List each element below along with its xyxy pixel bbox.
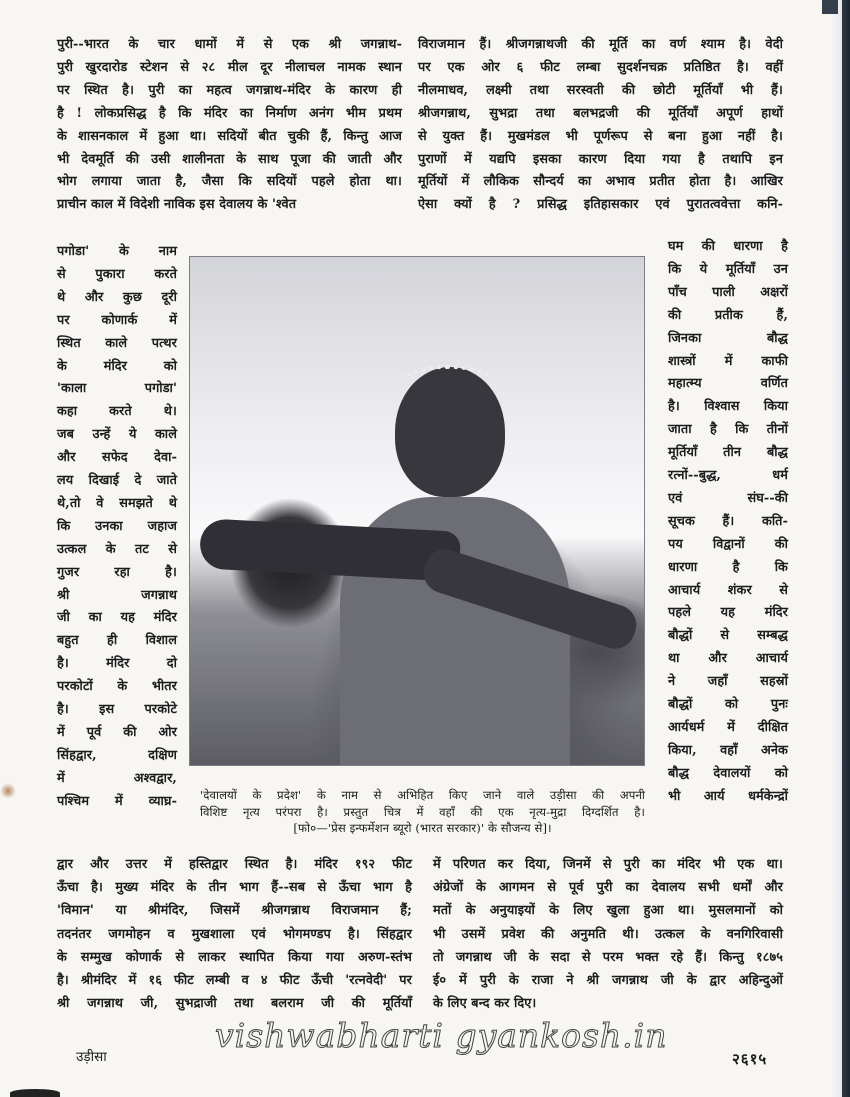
text-line: पर एक ओर ६ फीट लम्बा सुदर्शनचक्र प्रतिष्ठित है। वहीं xyxy=(418,59,783,75)
text-line: बौद्धों से सम्बद्ध xyxy=(668,628,788,644)
text-line: स्थित काले पत्थर xyxy=(57,335,177,351)
text-line: है। इस परकोटे xyxy=(57,702,177,717)
text-line: 'काला पगोडा' xyxy=(57,381,177,397)
page-edge-tab xyxy=(822,0,838,14)
text-line: विराजमान हैं। श्रीजगन्नाथजी की मूर्ति का वर्ण श्याम है। वेदी xyxy=(418,37,783,52)
page-number: २६१५ xyxy=(732,1050,768,1068)
text-line: रत्नों--बुद्ध, धर्म xyxy=(668,468,788,483)
text-line: तदनंतर जगमोहन व मुखशाला एवं भोगमण्डप है। सिंहद्वार xyxy=(57,926,412,942)
text-line: घम की धारणा है xyxy=(668,239,788,254)
text-line: द्वार और उत्तर में हस्तिद्वार स्थित है। मंदिर १९२ फीट xyxy=(57,857,412,872)
text-line: ऊँचा है। मुख्य मंदिर के तीन भाग हैं--सब से ऊँचा भाग है xyxy=(57,880,412,896)
watermark: vishwabharti gyankosh.in xyxy=(215,1016,668,1055)
text-line: के मंदिर को xyxy=(57,358,177,374)
text-line: सिंहद्वार, दक्षिण xyxy=(57,747,177,763)
text-line: प्राचीन काल में विदेशी नाविक इस देवालय के 'श्वेत xyxy=(57,197,297,213)
text-line: जाता है कि तीनों xyxy=(668,422,788,438)
text-line: पगोडा' के नाम xyxy=(57,244,177,259)
text-line: जब उन्हें ये काले xyxy=(57,427,177,443)
text-line: से युक्त हैं। मुखमंडल भी पूर्णरूप से बना हुआ नहीं है। xyxy=(418,128,783,144)
text-line: महात्म्य वर्णित xyxy=(668,376,788,392)
text-line: मूर्तियों में लौकिक सौन्दर्य का अभाव प्रतीत होता है। आखिर xyxy=(418,174,783,190)
text-line: गुजर रहा है। xyxy=(57,564,177,580)
text-line: ई० में पुरी के राजा ने श्री जगन्नाथ जी के द्वार अहिन्दुओं xyxy=(433,973,783,988)
text-line: उत्कल के तट से xyxy=(57,541,177,557)
text-line: 'विमान' या श्रीमंदिर, जिसमें श्रीजगन्नाथ विराजमान हैं; xyxy=(57,903,412,919)
text-line: है। मंदिर दो xyxy=(57,656,177,672)
text-line: श्री जगन्नाथ जी, सुभद्राजी तथा बलराम जी की मूर्तियाँ xyxy=(57,996,412,1012)
text-line: आचार्य शंकर से xyxy=(668,582,788,598)
text-line: एवं संघ--की xyxy=(668,490,788,506)
running-title: उड़ीसा xyxy=(76,1049,107,1065)
text-line: पुरी खुरदारोड स्टेशन से २८ मील दूर नीलाचल नामक स्थान xyxy=(57,59,402,75)
caption-line: विशिष्ट नृत्य परंपरा है। प्रस्तुत चित्र में वहाँ की एक नृत्य-मुद्रा दिग्दर्शित है। xyxy=(200,804,645,819)
text-line: पुराणों में यद्यपि इसका कारण दिया गया है तथापि इन xyxy=(418,151,783,167)
text-line: तो जगन्नाथ जी के सदा से परम भक्त रहे हैं। किन्तु १८७५ xyxy=(433,949,783,965)
text-line: भी आर्य धर्मकेन्द्रों xyxy=(668,788,788,804)
text-line: कहा करते थे। xyxy=(57,404,177,420)
text-line: किया, वहाँ अनेक xyxy=(668,742,788,758)
text-line: पाँच पाली अक्षरों xyxy=(668,284,788,300)
text-line: है। विश्वास किया xyxy=(668,399,788,415)
ink-mark xyxy=(10,1089,60,1097)
text-line: की प्रतीक हैं, xyxy=(668,307,788,323)
text-line: ऐसा क्यों है ? प्रसिद्ध इतिहासकार एवं पुरातत्ववेत्ता कनि- xyxy=(418,197,783,213)
text-line: में पूर्व की ओर xyxy=(57,724,177,740)
text-line: के शासनकाल में हुआ था। सदियों बीत चुकी हैं, किन्तु आज xyxy=(57,128,402,144)
text-line: पश्चिम में व्याघ्र- xyxy=(57,793,177,809)
text-line: पय विद्वानों की xyxy=(668,536,788,552)
text-line: थे,तो वे समझते थे xyxy=(57,495,177,511)
text-line: भोग लगाया जाता है, जैसा कि सदियों पहले होता था। xyxy=(57,174,402,190)
text-line: श्री जगन्नाथ xyxy=(57,587,177,603)
text-line: पुरी--भारत के चार धामों में से एक श्री जगन्नाथ- xyxy=(57,37,402,52)
text-line: श्रीजगन्नाथ, सुभद्रा तथा बलभद्रजी की मूर्तियाँ अपूर्ण हाथों xyxy=(418,105,783,121)
text-line: कि ये मूर्तियाँ उन xyxy=(668,261,788,277)
text-line: पहले यह मंदिर xyxy=(668,605,788,621)
text-line: से पुकारा करते xyxy=(57,266,177,282)
text-line: में परिणत कर दिया, जिनमें से पुरी का मंदिर भी एक था। xyxy=(433,857,783,872)
text-line: के सम्मुख कोणार्क से लाकर स्थापित किया गया अरुण-स्तंभ xyxy=(57,949,412,965)
text-line: में अश्वद्वार, xyxy=(57,770,177,786)
photo-dancer-headband xyxy=(400,365,496,405)
text-line: कि उनका जहाज xyxy=(57,518,177,534)
text-line: परकोटों के भीतर xyxy=(57,679,177,695)
text-line: पर स्थित है। पुरी का महत्व जगन्नाथ-मंदिर के कारण ही xyxy=(57,82,402,98)
text-line: है। श्रीमंदिर में १६ फीट लम्बी व ४ फीट ऊँची 'रत्नवेदी' पर xyxy=(57,973,412,988)
text-line: आर्यधर्म में दीक्षित xyxy=(668,719,788,735)
text-line: के लिए बन्द कर दिए। xyxy=(433,996,537,1012)
paper-stain xyxy=(0,783,16,799)
text-line: था और आचार्य xyxy=(668,651,788,667)
text-line: जी का यह मंदिर xyxy=(57,610,177,626)
text-line: मूर्तियाँ तीन बौद्ध xyxy=(668,445,788,461)
caption-line: [फो०—'प्रेस इन्फर्मेशन ब्यूरो (भारत सरकार)' के सौजन्य से]। xyxy=(293,821,552,835)
text-line: है ! लोकप्रसिद्ध है कि मंदिर का निर्माण अनंग भीम प्रथम xyxy=(57,105,402,121)
dancer-photo xyxy=(189,256,645,766)
text-line: पर कोणार्क में xyxy=(57,312,177,328)
text-line: भी देवमूर्ति की उसी शालीनता के साथ पूजा की जाती और xyxy=(57,151,402,167)
text-line: धारणा है कि xyxy=(668,559,788,575)
text-line: थे और कुछ दूरी xyxy=(57,289,177,305)
text-line: अंग्रेजों के आगमन से पूर्व पुरी का देवालय सभी धर्मों और xyxy=(433,880,783,896)
text-line: बौद्धों को पुनः xyxy=(668,697,788,712)
text-line: शास्त्रों में काफी xyxy=(668,353,788,369)
text-line: लय दिखाई दे जाते xyxy=(57,473,177,488)
text-line: नीलमाधव, लक्ष्मी तथा सरस्वती की छोटी मूर्तियाँ भी हैं। xyxy=(418,82,783,98)
text-line: बौद्ध देवालयों को xyxy=(668,765,788,781)
text-line: और सफेद देवा- xyxy=(57,450,177,466)
page-edge-binding xyxy=(832,0,850,1097)
text-line: ने जहाँ सहस्रों xyxy=(668,674,788,690)
caption-line: 'देवालयों के प्रदेश' के नाम से अभिहित किए जाने वाले उड़ीसा की अपनी xyxy=(200,788,645,802)
text-line: बहुत ही विशाल xyxy=(57,633,177,649)
text-line: मतों के अनुयाइयों के लिए खुला हुआ था। मुसलमानों को xyxy=(433,903,783,919)
text-line: सूचक हैं। कति- xyxy=(668,513,788,529)
text-line: जिनका बौद्ध xyxy=(668,330,788,346)
text-line: भी उसमें प्रवेश की अनुमति थी। उत्कल के वनगिरिवासी xyxy=(433,926,783,942)
